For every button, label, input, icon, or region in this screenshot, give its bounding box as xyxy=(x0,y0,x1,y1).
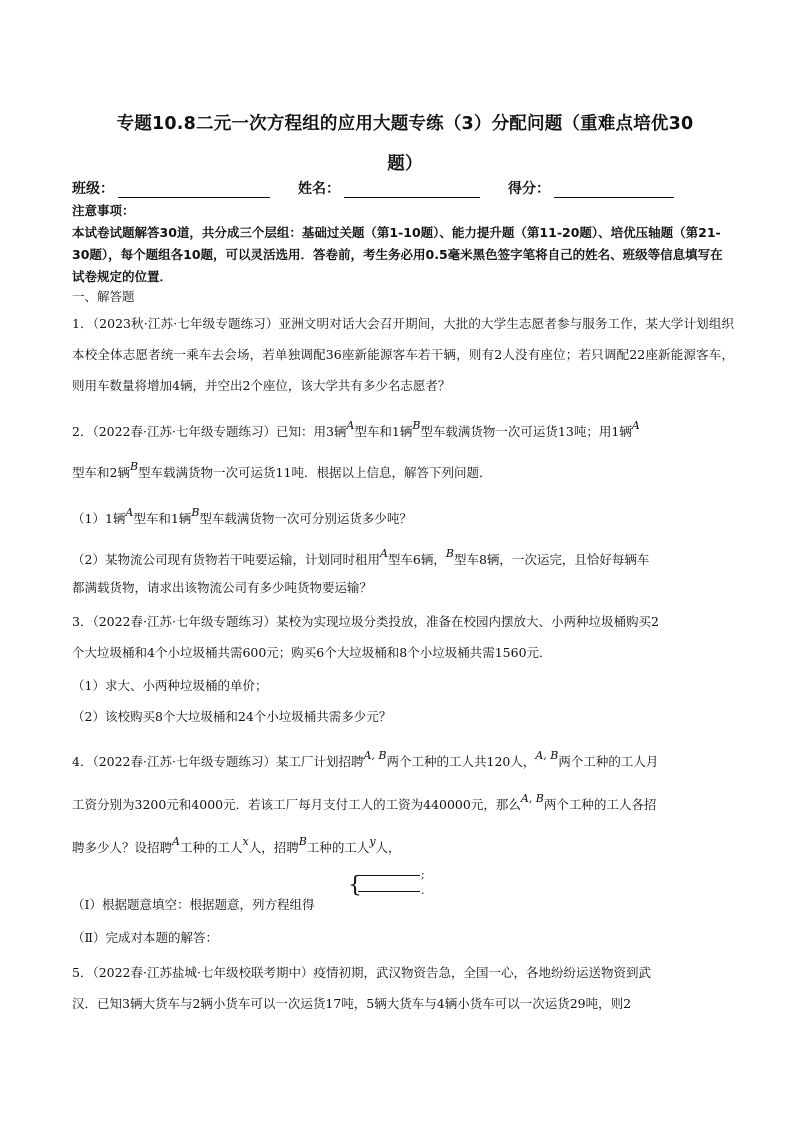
var-ab: A, B xyxy=(535,749,559,762)
var-b: B xyxy=(191,506,200,519)
section-title: 一、解答题 xyxy=(72,289,135,304)
question-5-line-1: 5．（2022春·江苏盐城·七年级校联考期中）疫情初期，武汉物资告急，全国一心，各地纷纷运送物资到武 xyxy=(72,965,651,980)
var-b: B xyxy=(129,460,139,473)
class-blank[interactable] xyxy=(118,181,270,198)
var-a: A xyxy=(379,547,388,560)
notes-heading: 注意事项： xyxy=(72,203,135,218)
equation-blank-1[interactable] xyxy=(358,875,420,876)
question-2-line-1: 2．（2022春·江苏·七年级专题练习）已知：用3辆A型车和1辆B型车载满货物一次可运货13吨；用1辆A xyxy=(72,419,640,439)
question-4-line-3: 聘多少人？设招聘A工种的工人x人，招聘B工种的工人y人， xyxy=(72,835,401,855)
question-4-sub-2: （Ⅱ）完成对本题的解答： xyxy=(72,930,218,945)
var-a: A xyxy=(346,419,355,432)
question-4-line-2: 工资分别为3200元和4000元．若该工厂每月支付工人的工资为440000元，那么A, B两个工种的工人各招 xyxy=(72,792,657,812)
question-3-line-2: 个大垃圾桶和4个小垃圾桶共需600元；购买6个大垃圾桶和8个小垃圾桶共需1560元． xyxy=(72,645,552,660)
var-y: y xyxy=(369,835,376,848)
name-label: 姓名： xyxy=(298,181,340,197)
question-4-line-1: 4．（2022春·江苏·七年级专题练习）某工厂计划招聘A, B两个工种的工人共120人，A, B两个工种的工人月 xyxy=(72,749,659,769)
question-5-line-2: 汉．已知3辆大货车与2辆小货车可以一次运货17吨，5辆大货车与4辆小货车可以一次运货29吨，则2 xyxy=(72,996,632,1011)
var-b: B xyxy=(445,547,454,560)
class-field[interactable] xyxy=(72,178,270,198)
var-ab: A, B xyxy=(363,749,387,762)
equation-blank-2[interactable] xyxy=(358,891,420,892)
question-4-sub-1: （Ⅰ）根据题意填空：根据题意，列方程组得 xyxy=(72,897,315,912)
question-3-sub-1: （1）求大、小两种垃圾桶的单价； xyxy=(72,678,268,693)
var-x: x xyxy=(242,835,249,848)
name-blank[interactable] xyxy=(344,181,480,198)
student-info-row xyxy=(72,178,722,202)
notes-block xyxy=(72,200,734,288)
question-2-sub-2-line-1: （2）某物流公司现有货物若干吨要运输，计划同时租用A型车6辆，B型车8辆，一次运完，且恰好每辆车 xyxy=(72,547,650,567)
score-blank[interactable] xyxy=(554,181,674,198)
question-2-sub-2-line-2: 都满载货物，请求出该物流公司有多少吨货物要运输？ xyxy=(72,580,373,595)
equation-end-1: ; xyxy=(421,868,425,881)
var-b: B xyxy=(298,835,307,848)
var-a: A xyxy=(631,419,640,432)
equation-end-2: . xyxy=(421,884,425,897)
var-a: A xyxy=(125,506,134,519)
equation-brace: { xyxy=(348,873,362,898)
notes-body: 本试卷试题解答30道，共分成三个层组：基础过关题（第1-10题）、能力提升题（第11-20题）、培优压轴题（第21-30题），每个题组各10题，可以灵活选用．答卷前，考生务必用0.5毫米黑色签字笔将自己的姓名、班级等信息填写在试卷规定的位置． xyxy=(72,225,723,284)
page-title xyxy=(60,104,750,184)
class-label: 班级： xyxy=(72,181,114,197)
question-3-sub-2: （2）该校购买8个大垃圾桶和24个小垃圾桶共需多少元？ xyxy=(72,709,392,724)
score-label: 得分： xyxy=(508,181,550,197)
var-ab: A, B xyxy=(520,792,544,805)
var-a: A xyxy=(172,835,180,848)
name-field[interactable] xyxy=(298,178,480,198)
score-field[interactable] xyxy=(508,178,674,198)
title-line-1: 专题10.8二元一次方程组的应用大题专练（3）分配问题（重难点培优30 xyxy=(116,114,694,134)
var-b: B xyxy=(412,419,421,432)
title-line-2: 题） xyxy=(387,154,423,174)
question-3-line-1: 3．（2022春·江苏·七年级专题练习）某校为实现垃圾分类投放，准备在校园内摆放大、小两种垃圾桶购买2 xyxy=(72,614,659,629)
question-1: 1．（2023秋·江苏·七年级专题练习）亚洲文明对话大会召开期间，大批的大学生志愿者参与服务工作，某大学计划组织本校全体志愿者统一乘车去会场，若单独调配36座新能源客车若干辆，则有2人没有座位；若只调配22座新能源客车，则用车数量将增加4辆，并空出2个座位，该大学共有多少名志愿者？ xyxy=(72,316,734,393)
question-2-sub-1: （1）1辆A型车和1辆B型车载满货物一次可分别运货多少吨？ xyxy=(72,506,412,526)
question-2-line-2: 型车和2辆B型车载满货物一次可运货11吨．根据以上信息，解答下列问题． xyxy=(72,460,492,480)
